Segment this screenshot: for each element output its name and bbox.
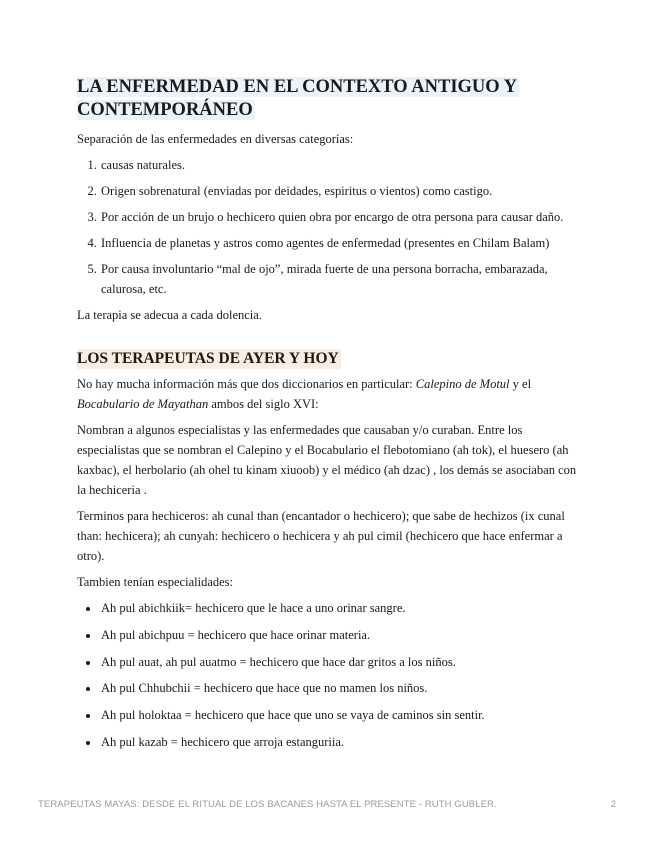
list-item: 4. Influencia de planetas y astros como agentes de enfermedad (presentes en Chilam Balam) — [100, 233, 582, 253]
list-item: • Ah pul holoktaa = hechicero que hace que uno se vaya de caminos sin sentir. — [100, 705, 582, 725]
section2-paragraph-specialties: Tambien tenían especialidades: — [77, 575, 234, 589]
italic-title: Calepino de Motul — [415, 377, 510, 391]
footer-text: TERAPEUTAS MAYAS: DESDE EL RITUAL DE LOS BACANES HASTA EL PRESENTE - RUTH GUBLER. — [38, 799, 497, 810]
section1-closing: La terapia se adecua a cada dolencia. — [77, 308, 262, 322]
section2-paragraph-sources — [77, 374, 582, 414]
list-item: 2. Origen sobrenatural (enviadas por deidades, espiritus o vientos) como castigo. — [100, 181, 582, 201]
list-item: 5. Por causa involuntario “mal de ojo”, mirada fuerte de una persona borracha, embarazada, calurosa, etc. — [100, 259, 582, 299]
text-run: y el — [509, 377, 532, 391]
list-item: • Ah pul abichpuu = hechicero que hace orinar materia. — [100, 625, 582, 645]
causes-list — [77, 155, 582, 299]
list-item: 1. causas naturales. — [100, 155, 582, 175]
page-number: 2 — [610, 799, 616, 810]
list-item: 3. Por acción de un brujo o hechicero quien obra por encargo de otra persona para causar daño. — [100, 207, 582, 227]
list-item: • Ah pul Chhubchii = hechicero que hace que no mamen los niños. — [100, 678, 582, 698]
specialties-list — [77, 598, 582, 752]
section2-paragraph-terms: Terminos para hechiceros: ah cunal than (encantador o hechicero); que sabe de hechizos (ix cunal than: hechicera); ah cunyah: hechicero o hechicera y ah pul cimil (hechicero que hace enfermar a otro). — [77, 509, 565, 563]
list-item: • Ah pul kazab = hechicero que arroja estanguriia. — [100, 732, 582, 752]
section2-paragraph-specialists: Nombran a algunos especialistas y las enfermedades que causaban y/o curaban. Entre los especialistas que se nombran el Calepino y el Bocabulario el flebotomiano (ah tok), el huesero (ah kaxbac), el herbolario (ah ohel tu kinam xiuoob) y el médico (ah dzac) , los demás se asociaban con la hechiceria . — [77, 423, 577, 497]
section2-heading-wrap — [77, 349, 582, 369]
text-run: No hay mucha información más que dos diccionarios en particular: — [77, 377, 416, 391]
list-item: • Ah pul abichkiik= hechicero que le hace a uno orinar sangre. — [100, 598, 582, 618]
page-footer — [38, 799, 616, 810]
section2-heading: LOS TERAPEUTAS DE AYER Y HOY — [77, 350, 339, 367]
text-run: ambos del siglo XVI: — [208, 397, 319, 411]
section1-heading: LA ENFERMEDAD EN EL CONTEXTO ANTIGUO Y CONTEMPORÁNEO — [77, 77, 517, 120]
document-body — [77, 76, 582, 759]
italic-title: Bocabulario de Mayathan — [77, 397, 209, 411]
section1-heading-wrap — [77, 76, 582, 122]
list-item: • Ah pul auat, ah pul auatmo = hechicero que hace dar gritos a los niños. — [100, 652, 582, 672]
section1-intro: Separación de las enfermedades en diversas categorías: — [77, 132, 354, 146]
